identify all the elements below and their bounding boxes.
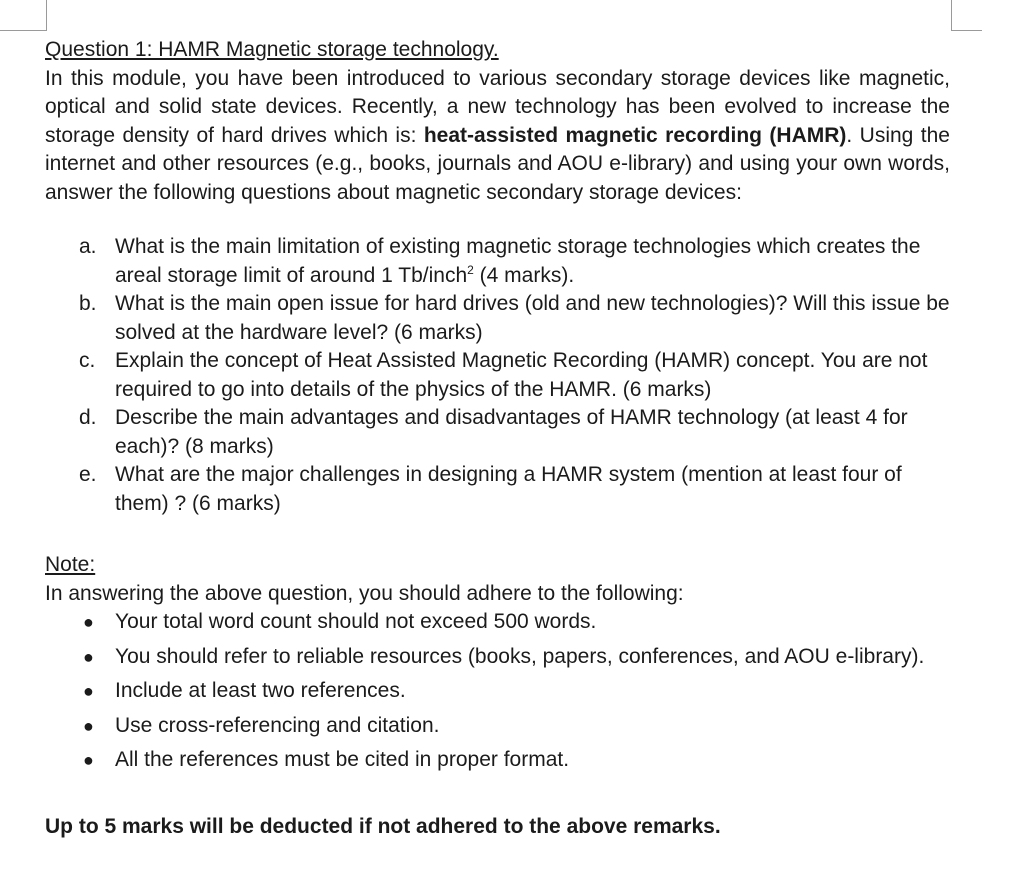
subquestion-d: d. Describe the main advantages and disadvantages of HAMR technology (at least 4 for each)? (8 marks): [79, 406, 908, 458]
subquestion-e: e. What are the major challenges in designing a HAMR system (mention at least four of them) ? (6 marks): [79, 463, 902, 515]
deduction-remark: Up to 5 marks will be deducted if not adhered to the above remarks.: [45, 814, 721, 838]
subquestion-b: b. What is the main open issue for hard drives (old and new technologies)? Will this issue be solved at the hardware level? (6 marks): [79, 292, 950, 344]
question-title: Question 1: HAMR Magnetic storage technology.: [45, 38, 499, 61]
intro-bold-term: heat-assisted magnetic recording (HAMR): [423, 123, 847, 147]
question-intro: In this module, you have been introduced to various secondary storage devices like magnetic, optical and solid state devices. Recently, a new technology has been evolved to increase the storage density of hard drives which is: heat-assisted magnetic recording (HAMR). Using the internet and other resources (e.g., books, journals and AOU e-library) and using your own words, answer the following questions about magnetic secondary storage devices:: [45, 66, 950, 204]
subquestion-c: c. Explain the concept of Heat Assisted Magnetic Recording (HAMR) concept. You are not required to go into details of the physics of the HAMR. (6 marks): [79, 349, 928, 401]
note-bullet-list: [45, 608, 950, 775]
page-corner-mark-left: [0, 0, 47, 31]
page-corner-mark-right: [951, 0, 982, 31]
note-bullet: ● All the references must be cited in proper format.: [83, 748, 570, 771]
note-heading: Note:: [45, 553, 96, 576]
note-bullet: ● You should refer to reliable resources (books, papers, conferences, and AOU e-library).: [83, 644, 925, 668]
subquestion-a: a. What is the main limitation of existing magnetic storage technologies which creates the areal storage limit of around 1 Tb/inch$^2$ (4 marks).: [79, 235, 921, 287]
document-body: [45, 36, 950, 841]
note-bullet: ● Your total word count should not exceed 500 words.: [83, 610, 597, 633]
subquestion-list: [45, 233, 950, 518]
note-lead: In answering the above question, you should adhere to the following:: [45, 581, 684, 605]
note-bullet: ● Use cross-referencing and citation.: [83, 713, 440, 737]
note-bullet: ● Include at least two references.: [83, 679, 406, 702]
